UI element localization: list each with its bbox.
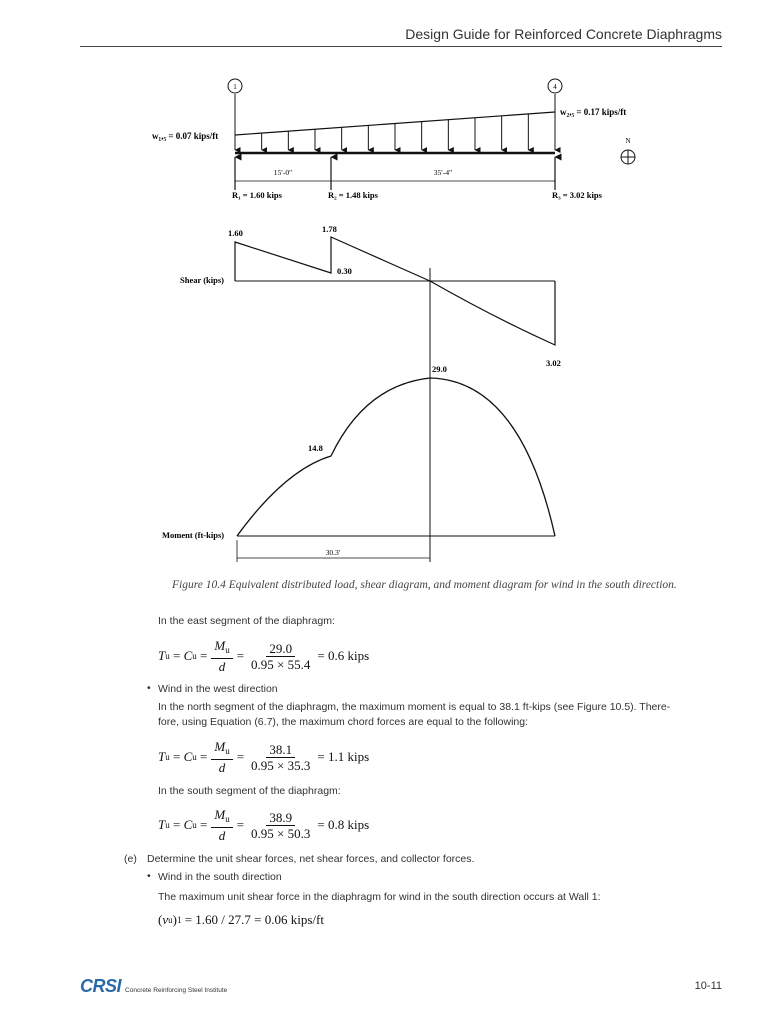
item-e-text: Determine the unit shear forces, net shear forces, and collector forces. bbox=[147, 853, 475, 865]
north-segment-text-2: fore, using Equation (6.7), the maximum chord forces are equal to the following: bbox=[158, 716, 529, 728]
dim-label-1: 15′-0″ bbox=[273, 168, 293, 177]
max-unit-shear-text: The maximum unit shear force in the diaphragm for wind in the south direction occurs at Wall 1: bbox=[158, 891, 601, 903]
equation-south: T u = C u = $\frac{M_u}{d}$ = $\frac{38.9}{0.95 \times 50.3}$ = 0.8 kips bbox=[158, 807, 370, 843]
shear-value-start: 1.60 bbox=[228, 228, 243, 238]
east-segment-text: In the east segment of the diaphragm: bbox=[158, 615, 335, 627]
dim-label-2: 35′-4″ bbox=[433, 168, 453, 177]
bullet-dot: • bbox=[147, 682, 151, 694]
crsi-logo-mark: CRSI bbox=[80, 976, 122, 996]
shear-value-peak: 1.78 bbox=[322, 224, 337, 234]
shear-curve-negative bbox=[430, 281, 555, 345]
moment-axis-label: Moment (ft-kips) bbox=[162, 530, 225, 540]
load-right-label: w₂,₅ = 0.17 kips/ft bbox=[560, 107, 627, 117]
moment-max-value: 29.0 bbox=[432, 364, 447, 374]
crsi-logo bbox=[80, 976, 227, 997]
north-label: N bbox=[625, 137, 631, 145]
grid-label-4: 4 bbox=[553, 83, 557, 91]
shear-curve-positive bbox=[235, 237, 430, 281]
page-number: 10-11 bbox=[694, 980, 722, 992]
equation-east: T u = C u = $\frac{M_u}{d}$ = $\frac{29.0}{0.95 \times 55.4}$ = 0.6 kips bbox=[158, 638, 370, 674]
reaction-3-label: R₃ = 3.02 kips bbox=[552, 190, 602, 200]
equation-north: T u = C u = $\frac{M_u}{d}$ = $\frac{38.1}{0.95 \times 35.3}$ = 1.1 kips bbox=[158, 739, 370, 775]
crsi-org-name: Concrete Reinforcing Steel Institute bbox=[125, 987, 228, 994]
bullet-south-text: Wind in the south direction bbox=[158, 871, 282, 883]
shear-axis-label: Shear (kips) bbox=[180, 275, 225, 285]
reaction-1-label: R₁ = 1.60 kips bbox=[232, 190, 282, 200]
item-e-label: (e) bbox=[124, 853, 137, 865]
moment-mid-value: 14.8 bbox=[308, 443, 323, 453]
load-left-label: w₁,₅ = 0.07 kips/ft bbox=[152, 131, 219, 141]
bullet-west-text: Wind in the west direction bbox=[158, 683, 278, 695]
shear-value-end: 3.02 bbox=[546, 358, 561, 368]
shear-value-drop: 0.30 bbox=[337, 266, 352, 276]
grid-label-1: 1 bbox=[233, 83, 237, 91]
running-header-title: Design Guide for Reinforced Concrete Diaphragms bbox=[405, 26, 722, 42]
moment-curve bbox=[237, 378, 555, 536]
bullet-dot-2: • bbox=[147, 870, 151, 882]
north-segment-text: In the north segment of the diaphragm, the maximum moment is equal to 38.1 ft-kips (see Figure 10.5). There- bbox=[158, 701, 671, 713]
moment-dim-label: 30.3′ bbox=[325, 548, 341, 557]
equation-unit-shear: ( v u ) 1 = 1.60 / 27.7 = 0.06 kips/ft bbox=[158, 912, 324, 927]
figure-caption: Figure 10.4 Equivalent distributed load, shear diagram, and moment diagram for wind in the south direction. bbox=[172, 579, 677, 591]
south-segment-text: In the south segment of the diaphragm: bbox=[158, 785, 341, 797]
reaction-2-label: R₂ = 1.48 kips bbox=[328, 190, 378, 200]
